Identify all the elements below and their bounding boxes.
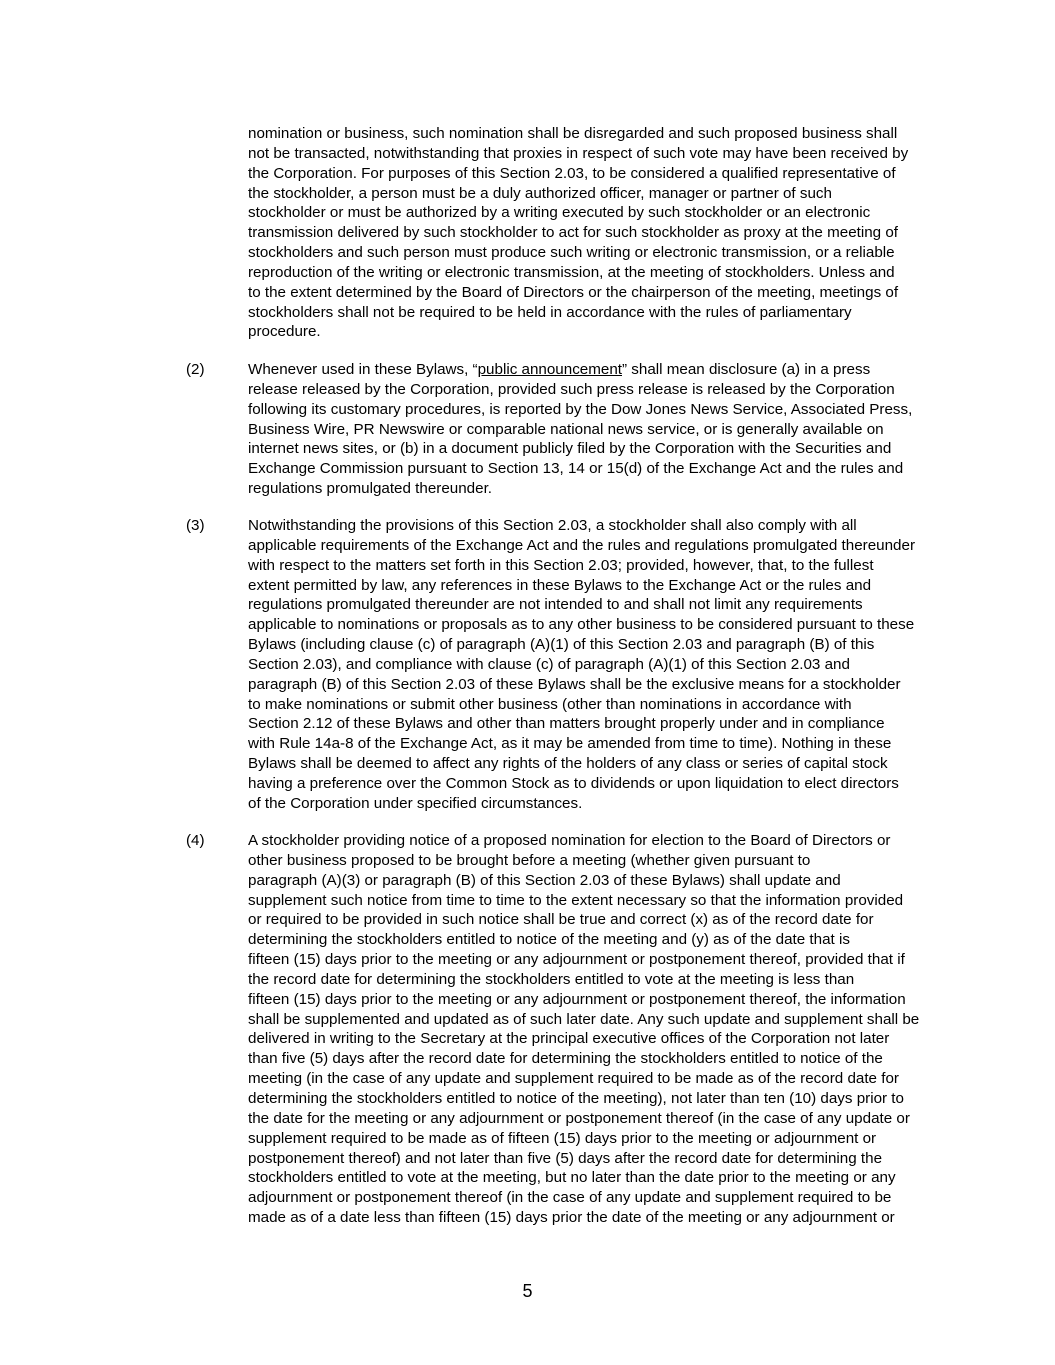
text-line: regulations promulgated thereunder. <box>248 480 493 498</box>
page-number: 5 <box>522 1281 533 1301</box>
text-line: stockholder or must be authorized by a writing executed by such stockholder or an electronic <box>248 204 871 222</box>
text-line: determining the stockholders entitled to notice of the meeting), not later than ten (10) days prior to <box>248 1089 904 1107</box>
text-line: Bylaws shall be deemed to affect any rights of the holders of any class or series of capital stock <box>248 755 888 773</box>
text-line: of the Corporation under specified circumstances. <box>248 794 583 812</box>
text-line: shall be supplemented and updated as of such later date. Any such update and supplement shall be <box>248 1010 920 1028</box>
paragraph-number-2: (2) <box>186 361 205 378</box>
text-line: adjournment or postponement thereof (in the case of any update and supplement required to be <box>248 1189 892 1207</box>
paragraph-continuation <box>248 124 938 342</box>
defined-term-public-announcement: public announcement <box>477 361 622 378</box>
text-line: having a preference over the Common Stock as to dividends or upon liquidation to elect directors <box>248 774 899 792</box>
text-line: to the extent determined by the Board of Directors or the chairperson of the meeting, meetings of <box>248 283 899 301</box>
text-line: Section 2.12 of these Bylaws and other than matters brought properly under and in compliance <box>248 715 885 733</box>
paragraph-3 <box>248 516 938 814</box>
text-line: Bylaws (including clause (c) of paragraph (A)(1) of this Section 2.03 and paragraph (B) of this <box>248 636 875 654</box>
text-line: A stockholder providing notice of a proposed nomination for election to the Board of Directors or <box>248 832 891 849</box>
text-line: made as of a date less than fifteen (15) days prior the date of the meeting or any adjournment or <box>248 1209 895 1227</box>
text-line: or required to be provided in such notice shall be true and correct (x) as of the record date for <box>248 911 874 929</box>
text-line <box>248 360 938 380</box>
text-line: the record date for determining the stockholders entitled to vote at the meeting is less than <box>248 970 855 988</box>
text-line: transmission delivered by such stockholder to act for such stockholder as proxy at the meeting of <box>248 224 899 242</box>
text-line: regulations promulgated thereunder are not intended to and shall not limit any requirements <box>248 596 863 614</box>
text-line: procedure. <box>248 323 321 341</box>
text-line: delivered in writing to the Secretary at the principal executive offices of the Corporation not later <box>248 1030 890 1048</box>
text-line: Business Wire, PR Newswire or comparable national news service, or is generally available on <box>248 420 884 438</box>
text-line: stockholders and such person must produce such writing or electronic transmission, or a reliable <box>248 244 895 262</box>
text-line: applicable requirements of the Exchange Act and the rules and regulations promulgated thereunder <box>248 536 915 554</box>
text-line: Exchange Commission pursuant to Section 13, 14 or 15(d) of the Exchange Act and the rules and <box>248 460 904 478</box>
text-line: paragraph (B) of this Section 2.03 of these Bylaws shall be the exclusive means for a stockholder <box>248 675 901 693</box>
text-line: the date for the meeting or any adjournment or postponement thereof (in the case of any update or <box>248 1109 910 1127</box>
text-line: the stockholder, a person must be a duly authorized officer, manager or partner of such <box>248 184 832 202</box>
paragraph-number-3: (3) <box>186 517 205 534</box>
text-line: postponement thereof) and not later than five (5) days after the record date for determining the <box>248 1149 883 1167</box>
text-line: meeting (in the case of any update and supplement required to be made as of the record date for <box>248 1070 899 1088</box>
text-line: with respect to the matters set forth in this Section 2.03; provided, however, that, to the fullest <box>248 556 874 574</box>
text-line: applicable to nominations or proposals as to any other business to be considered pursuant to these <box>248 616 915 634</box>
text-run: Whenever used in these Bylaws, “ <box>248 361 478 378</box>
text-line: supplement required to be made as of fifteen (15) days prior to the meeting or adjournment or <box>248 1129 877 1147</box>
text-line: supplement such notice from time to time to the extent necessary so that the information provided <box>248 891 904 909</box>
text-line: Notwithstanding the provisions of this Section 2.03, a stockholder shall also comply with all <box>248 517 857 534</box>
text-line: not be transacted, notwithstanding that proxies in respect of such vote may have been received by <box>248 144 909 162</box>
text-line: following its customary procedures, is reported by the Dow Jones News Service, Associated Press, <box>248 400 913 418</box>
text-line: fifteen (15) days prior to the meeting or any adjournment or postponement thereof, provided that if <box>248 951 905 969</box>
text-line: reproduction of the writing or electronic transmission, at the meeting of stockholders. Unless and <box>248 263 895 281</box>
text-line: Section 2.03), and compliance with clause (c) of paragraph (A)(1) of this Section 2.03 and <box>248 655 850 673</box>
text-line: internet news sites, or (b) in a document publicly filed by the Corporation with the Securities and <box>248 440 892 458</box>
paragraph-number-4: (4) <box>186 832 205 849</box>
paragraph-4 <box>248 831 938 1228</box>
text-line: than five (5) days after the record date for determining the stockholders entitled to notice of the <box>248 1050 883 1068</box>
text-line: nomination or business, such nomination shall be disregarded and such proposed business shall <box>248 125 898 142</box>
text-line: stockholders shall not be required to be held in accordance with the rules of parliamentary <box>248 303 852 321</box>
text-run: ” shall mean disclosure (a) in a press <box>622 361 871 378</box>
text-line: release released by the Corporation, provided such press release is released by the Corporation <box>248 380 895 398</box>
text-line: paragraph (A)(3) or paragraph (B) of this Section 2.03 of these Bylaws) shall update and <box>248 871 841 889</box>
text-line: with Rule 14a-8 of the Exchange Act, as it may be amended from time to time). Nothing in these <box>248 735 892 753</box>
text-line: stockholders entitled to vote at the meeting, but no later than the date prior to the meeting or any <box>248 1169 896 1187</box>
text-line: fifteen (15) days prior to the meeting or any adjournment or postponement thereof, the information <box>248 990 906 1008</box>
text-line: extent permitted by law, any references in these Bylaws to the Exchange Act or the rules and <box>248 576 872 594</box>
text-line: determining the stockholders entitled to notice of the meeting and (y) as of the date that is <box>248 931 850 949</box>
text-line: the Corporation. For purposes of this Section 2.03, to be considered a qualified representative of <box>248 164 896 182</box>
text-line: to make nominations or submit other business (other than nominations in accordance with <box>248 695 852 713</box>
paragraph-2 <box>248 360 938 499</box>
text-line: other business proposed to be brought before a meeting (whether given pursuant to <box>248 851 811 869</box>
